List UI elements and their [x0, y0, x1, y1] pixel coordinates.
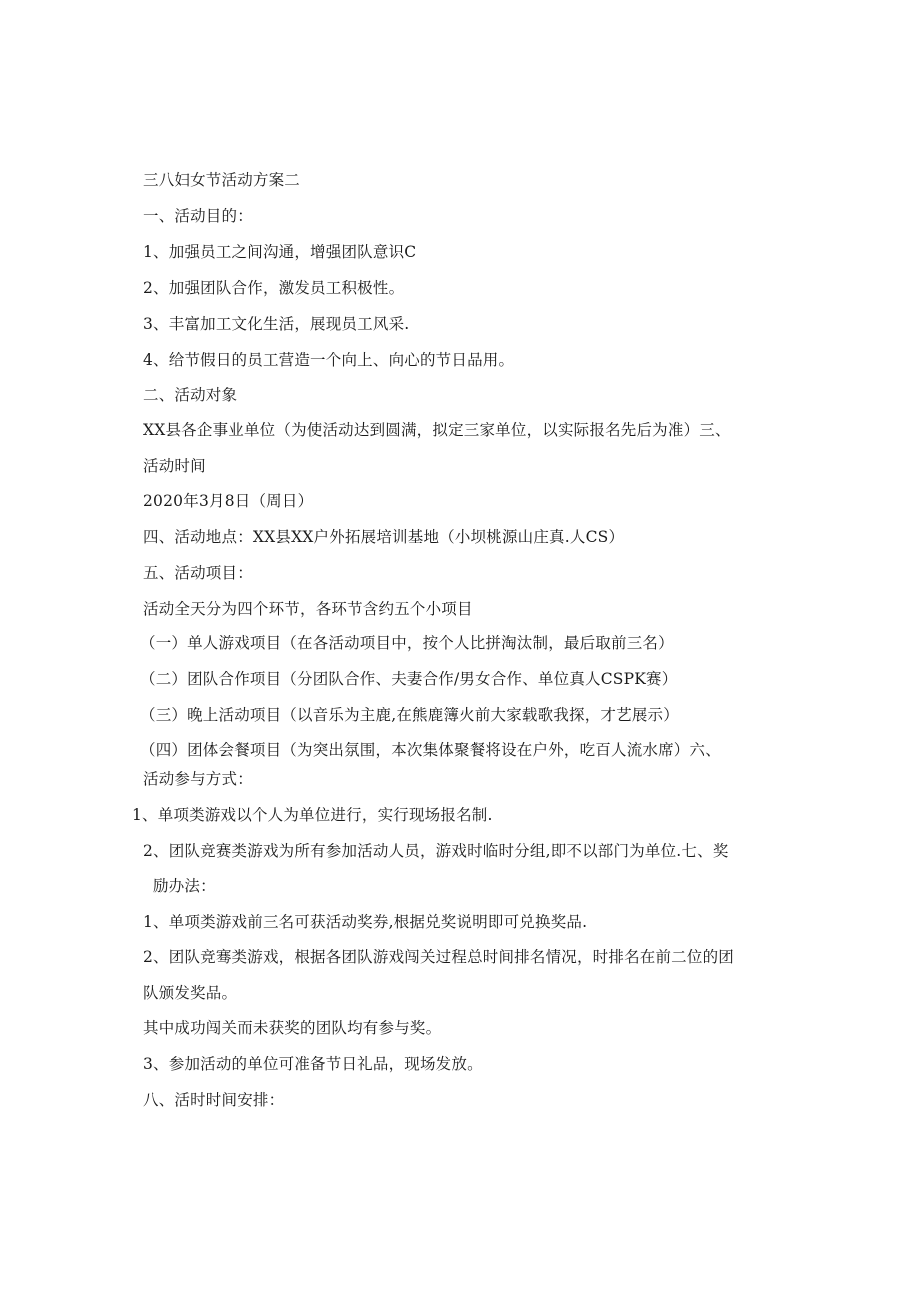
paragraph-line: 队颁发奖品。	[143, 984, 238, 1002]
list-item: 1、加强员工之间沟通，增强团队意识C	[143, 243, 417, 261]
list-item: 3、参加活动的单位可准备节日礼品，现场发放。	[143, 1055, 483, 1073]
paragraph-line: 励办法：	[153, 877, 216, 895]
list-item: （二）团队合作项目（分团队合作、夫妻合作/男女合作、单位真人CSPK赛）	[140, 670, 678, 688]
section-heading: 二、活动对象	[143, 386, 238, 404]
list-item: 1、单项类游戏以个人为单位进行，实行现场报名制.	[132, 806, 493, 824]
section-heading: 八、活时时间安排：	[143, 1091, 285, 1109]
paragraph-line: XX县各企事业单位（为使活动达到圆满，拟定三家单位，以实际报名先后为准）三、	[143, 421, 731, 439]
list-item: 1、单项类游戏前三名可获活动奖券,根据兑奖说明即可兑换奖品.	[143, 913, 588, 931]
list-item: 3、丰富加工文化生活，展现员工风采.	[143, 315, 410, 333]
paragraph-line: 其中成功闯关而未获奖的团队均有参与奖。	[143, 1019, 442, 1037]
paragraph-line: 活动参与方式：	[143, 770, 253, 788]
paragraph-line: 2020年3月8日（周日）	[143, 492, 314, 510]
list-item: 2、团队竞骞类游戏，根据各团队游戏闯关过程总时间排名情况，时排名在前二位的团	[143, 948, 734, 966]
list-item: 4、给节假日的员工营造一个向上、向心的节日品用。	[143, 351, 515, 369]
paragraph-line: 活动时间	[143, 457, 206, 475]
section-heading: 五、活动项目：	[143, 564, 253, 582]
list-item: 2、加强团队合作，激发员工积极性。	[143, 279, 405, 297]
list-item: （一）单人游戏项目（在各活动项目中，按个人比拼淘汰制，最后取前三名）	[140, 634, 674, 652]
section-heading: 一、活动目的：	[143, 207, 253, 225]
list-item: 2、团队竞赛类游戏为所有参加活动人员，游戏时临时分组,即不以部门为单位.七、奖	[143, 842, 729, 860]
list-item: （三）晚上活动项目（以音乐为主鹿,在熊鹿簿火前大家载歌我探，才艺展示）	[140, 706, 679, 724]
list-item: （四）团体会餐项目（为突出氛围，本次集体聚餐将设在户外，吃百人流水席）六、	[140, 741, 721, 759]
paragraph-line: 活动全天分为四个环节，各环节含约五个小项目	[143, 600, 473, 618]
section-heading: 四、活动地点：XX县XX户外拓展培训基地（小坝桃源山庄真.人CS）	[143, 528, 625, 546]
document-title: 三八妇女节活动方案二	[143, 171, 301, 189]
